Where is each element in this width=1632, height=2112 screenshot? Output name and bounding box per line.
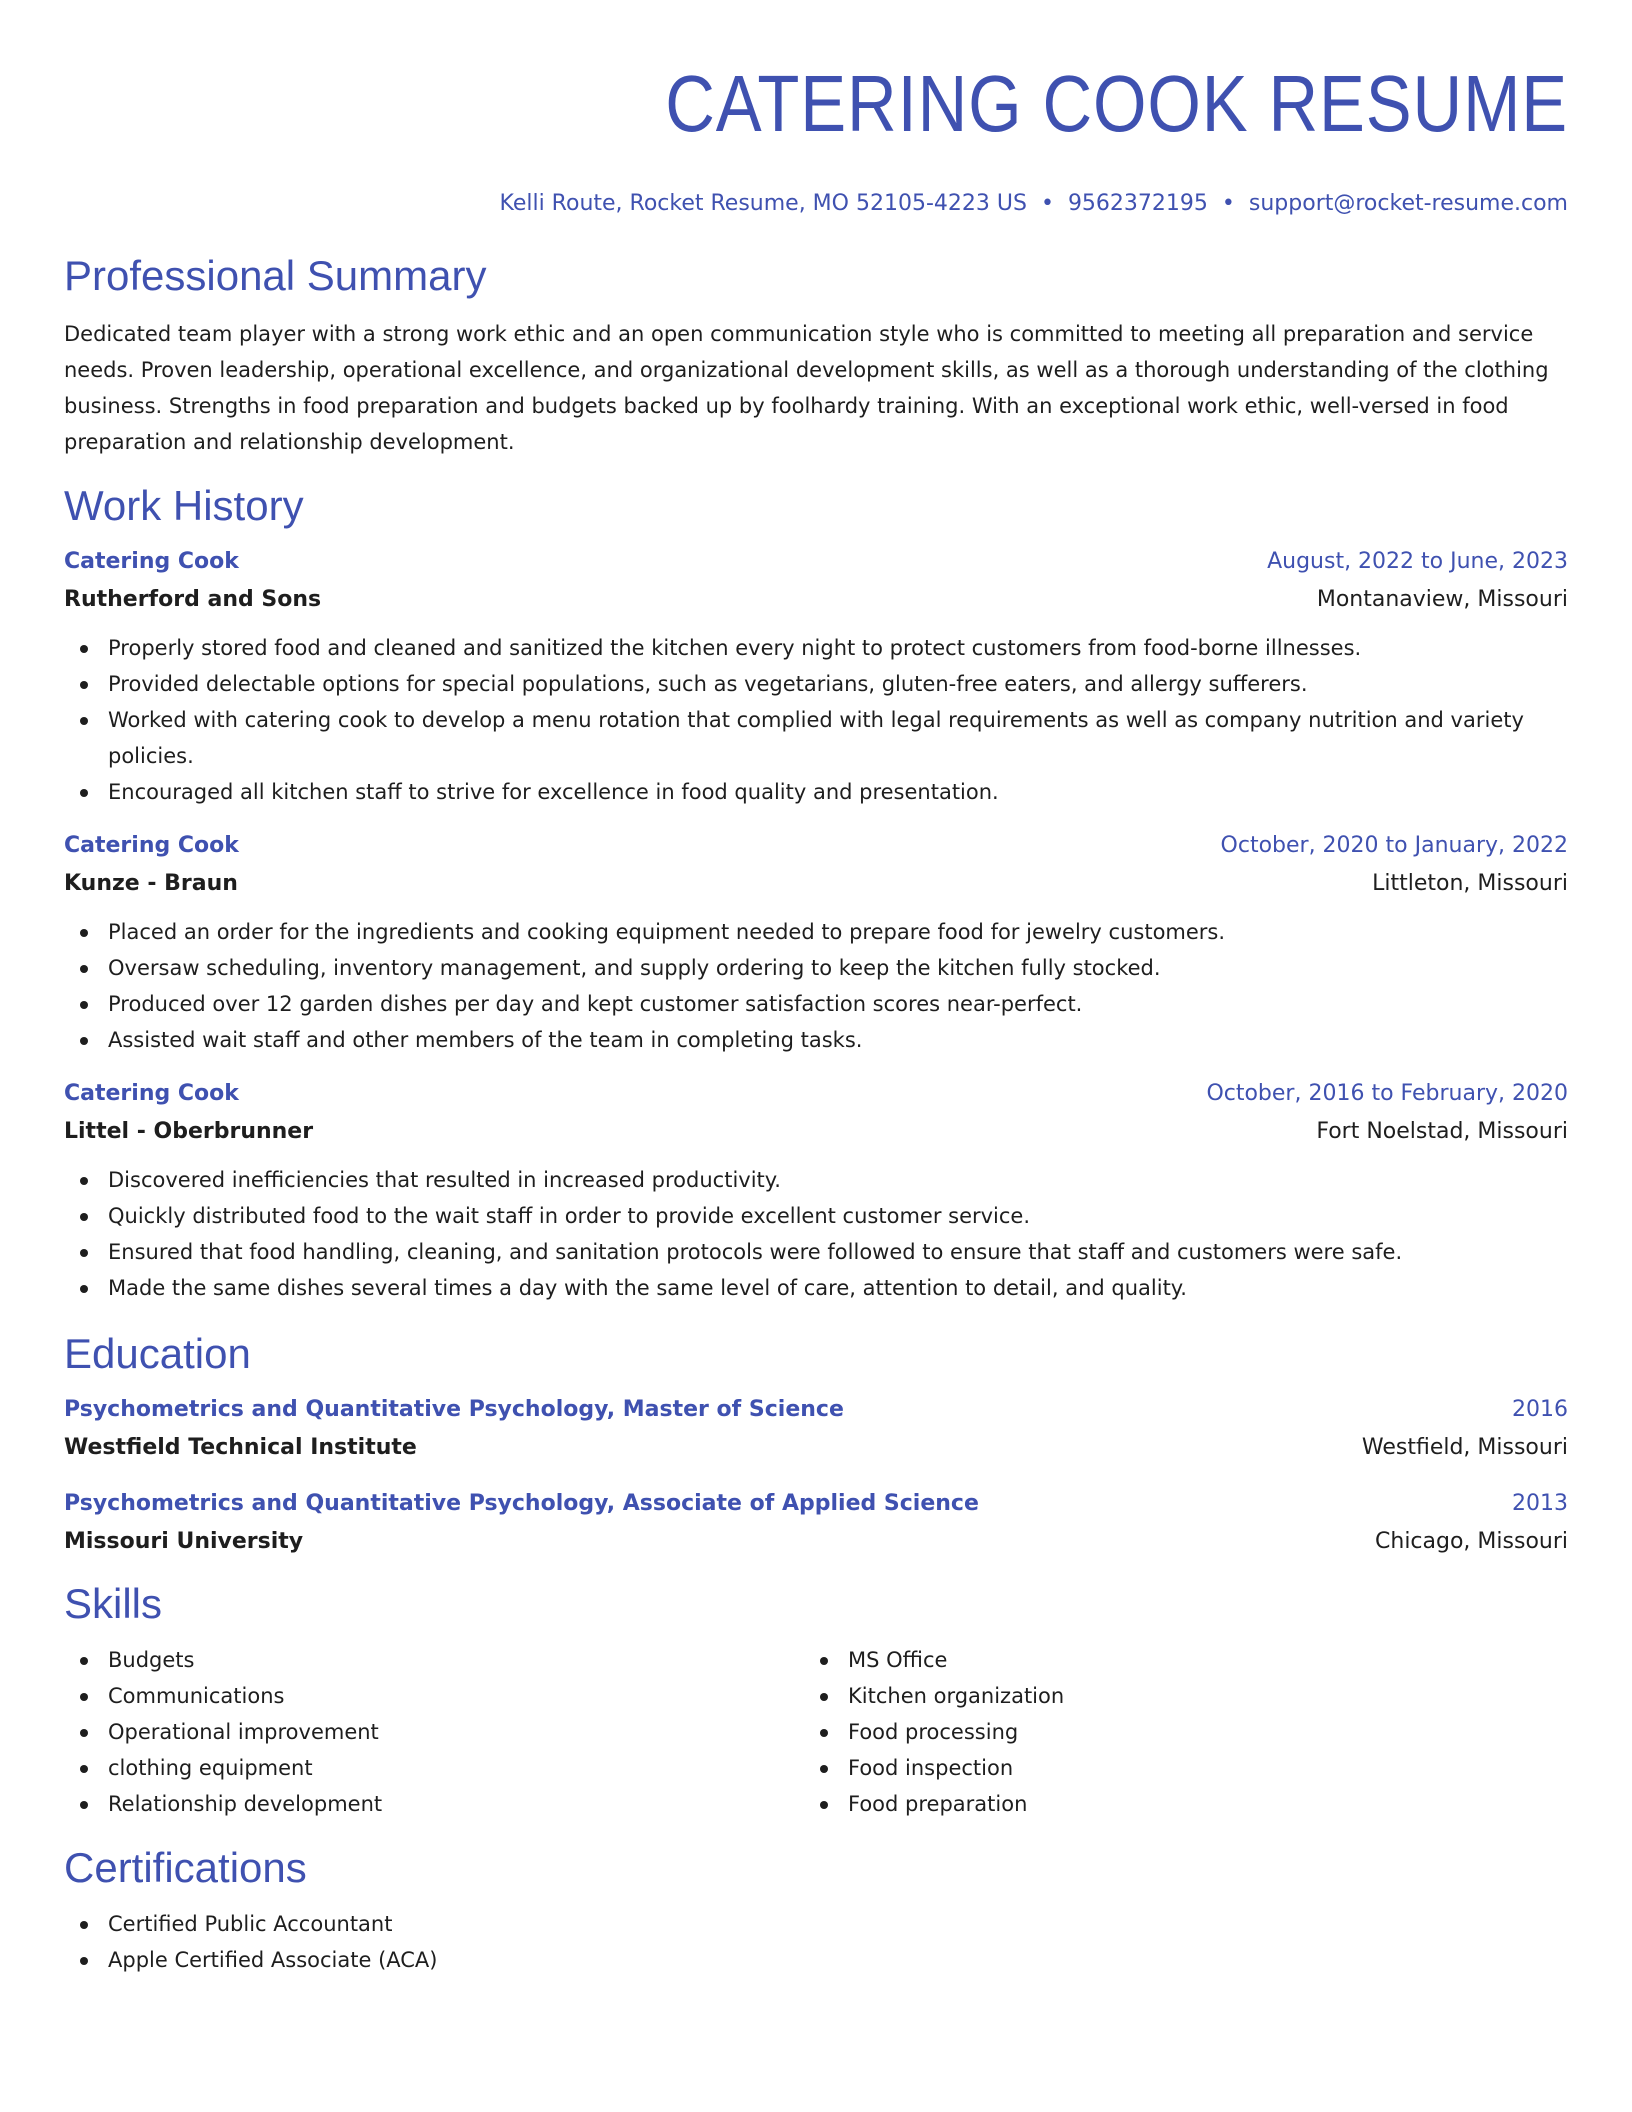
job-entry: [64, 1078, 1568, 1306]
summary-heading: Professional Summary: [64, 252, 487, 299]
job-employer: Kunze - Braun: [64, 871, 238, 896]
contact-line: [64, 188, 1568, 220]
list-item: Discovered inefficiencies that resulted in increased productivity.: [64, 1162, 1568, 1198]
resume-title: CATERING COOK RESUME: [665, 59, 1568, 148]
list-item: Assisted wait staff and other members of the team in completing tasks.: [64, 1022, 1568, 1058]
job-employer-row: [64, 584, 1568, 616]
job-dates: October, 2016 to February, 2020: [1206, 1081, 1568, 1106]
skill-item: Food processing: [804, 1714, 1544, 1750]
skills-columns: [64, 1642, 1568, 1822]
job-bullets: [64, 1162, 1568, 1306]
summary-section: [64, 250, 1568, 460]
job-role: Catering Cook: [64, 1081, 239, 1106]
certifications-heading: Certifications: [64, 1844, 307, 1891]
list-item: Placed an order for the ingredients and cooking equipment needed to prepare food for jewelry customers.: [64, 914, 1568, 950]
skills-list-right: [804, 1642, 1544, 1822]
education-school-row: [64, 1526, 1568, 1558]
job-title-row: [64, 546, 1568, 578]
job-employer: Rutherford and Sons: [64, 587, 322, 612]
summary-text: Dedicated team player with a strong work ethic and an open communication style who is committed to meeting all preparation and service needs. Proven leadership, operational excellence, and organizational development skills, as well as a thorough understanding of the clothing business. Strengths in food preparation and budgets backed up by foolhardy training. With an exceptional work ethic, well-versed in food preparation and relationship development.: [64, 322, 1549, 454]
job-employer-row: [64, 868, 1568, 900]
list-item: Quickly distributed food to the wait staff in order to provide excellent customer service.: [64, 1198, 1568, 1234]
education-school-row: [64, 1432, 1568, 1464]
skills-list-left: [64, 1642, 804, 1822]
job-bullets: [64, 914, 1568, 1058]
certifications-section: [64, 1842, 1568, 1978]
education-degree-row: [64, 1488, 1568, 1520]
skill-item: Food inspection: [804, 1750, 1544, 1786]
skills-section: [64, 1578, 1568, 1822]
certification-item: Certified Public Accountant: [64, 1906, 1568, 1942]
job-employer: Littel - Oberbrunner: [64, 1119, 314, 1144]
education-heading: Education: [64, 1330, 251, 1377]
skill-item: Budgets: [64, 1642, 804, 1678]
contact-separator: •: [1040, 191, 1054, 216]
education-degree: Psychometrics and Quantitative Psychology, Master of Science: [64, 1397, 844, 1422]
skill-item: Kitchen organization: [804, 1678, 1544, 1714]
resume-page: [64, 0, 1568, 1978]
skill-item: Food preparation: [804, 1786, 1544, 1822]
job-location: Fort Noelstad, Missouri: [1316, 1119, 1568, 1144]
job-dates: August, 2022 to June, 2023: [1267, 549, 1568, 574]
skill-item: MS Office: [804, 1642, 1544, 1678]
contact-email[interactable]: support@rocket-resume.com: [1248, 191, 1568, 216]
skill-item: Relationship development: [64, 1786, 804, 1822]
education-entry: [64, 1488, 1568, 1558]
job-role: Catering Cook: [64, 549, 239, 574]
list-item: Made the same dishes several times a day with the same level of care, attention to detail, and quality.: [64, 1270, 1568, 1306]
skill-item: Communications: [64, 1678, 804, 1714]
education-degree: Psychometrics and Quantitative Psychology, Associate of Applied Science: [64, 1491, 979, 1516]
education-year: 2016: [1512, 1397, 1568, 1422]
education-entry: [64, 1394, 1568, 1464]
certifications-list: [64, 1906, 1568, 1978]
skill-item: Operational improvement: [64, 1714, 804, 1750]
list-item: Worked with catering cook to develop a menu rotation that complied with legal requirements as well as company nutrition and variety policies.: [64, 702, 1568, 774]
job-bullets: [64, 630, 1568, 810]
education-school: Westfield Technical Institute: [64, 1435, 417, 1460]
job-location: Montanaview, Missouri: [1316, 587, 1568, 612]
education-section: [64, 1328, 1568, 1558]
list-item: Oversaw scheduling, inventory management, and supply ordering to keep the kitchen fully stocked.: [64, 950, 1568, 986]
job-entry: [64, 546, 1568, 810]
list-item: Properly stored food and cleaned and sanitized the kitchen every night to protect customers from food-borne illnesses.: [64, 630, 1568, 666]
contact-address: Kelli Route, Rocket Resume, MO 52105-4223 US: [499, 191, 1027, 216]
skill-item: clothing equipment: [64, 1750, 804, 1786]
job-dates: October, 2020 to January, 2022: [1220, 833, 1568, 858]
work-history-section: [64, 480, 1568, 1306]
contact-separator: •: [1221, 191, 1235, 216]
list-item: Ensured that food handling, cleaning, and sanitation protocols were followed to ensure that staff and customers were safe.: [64, 1234, 1568, 1270]
education-location: Chicago, Missouri: [1375, 1529, 1568, 1554]
skills-heading: Skills: [64, 1580, 163, 1627]
certification-item: Apple Certified Associate (ACA): [64, 1942, 1568, 1978]
job-title-row: [64, 1078, 1568, 1110]
job-location: Littleton, Missouri: [1372, 871, 1568, 896]
list-item: Provided delectable options for special populations, such as vegetarians, gluten-free eaters, and allergy sufferers.: [64, 666, 1568, 702]
list-item: Produced over 12 garden dishes per day and kept customer satisfaction scores near-perfect.: [64, 986, 1568, 1022]
job-employer-row: [64, 1116, 1568, 1148]
contact-phone[interactable]: 9562372195: [1067, 191, 1208, 216]
job-entry: [64, 830, 1568, 1058]
education-year: 2013: [1512, 1491, 1568, 1516]
list-item: Encouraged all kitchen staff to strive for excellence in food quality and presentation.: [64, 774, 1568, 810]
education-location: Westfield, Missouri: [1361, 1435, 1568, 1460]
education-degree-row: [64, 1394, 1568, 1426]
work-history-heading: Work History: [64, 482, 304, 529]
education-school: Missouri University: [64, 1529, 304, 1554]
job-title-row: [64, 830, 1568, 862]
job-role: Catering Cook: [64, 833, 239, 858]
